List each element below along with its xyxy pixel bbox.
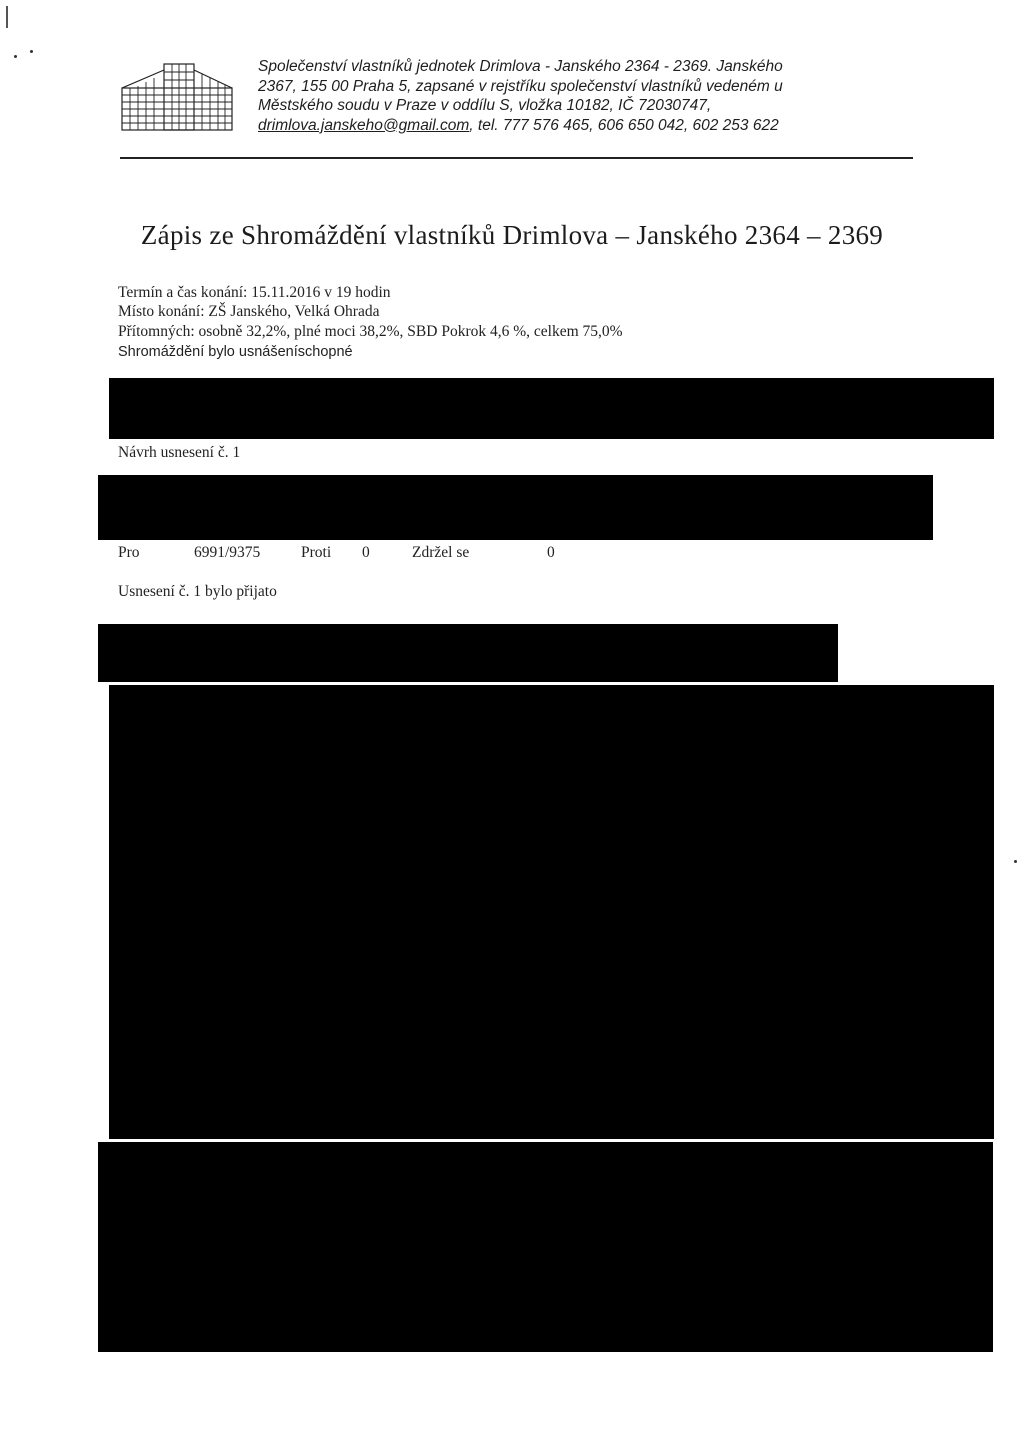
redacted-block xyxy=(98,475,933,540)
scan-speck xyxy=(1014,860,1017,863)
vote-abstain-label: Zdržel se xyxy=(412,544,470,561)
meeting-date: Termín a čas konání: 15.11.2016 v 19 hodin xyxy=(118,284,391,301)
vote-against-value: 0 xyxy=(362,544,370,561)
header-line-1: Společenství vlastníků jednotek Drimlova - Janského 2364 - 2369. Janského xyxy=(258,58,783,75)
header-line-2: 2367, 155 00 Praha 5, zapsané v rejstříku společenství vlastníků vedeném u xyxy=(258,77,783,95)
vote-abstain-value: 0 xyxy=(547,544,555,561)
meeting-place: Místo konání: ZŠ Janského, Velká Ohrada xyxy=(118,303,380,320)
header-divider xyxy=(120,157,913,159)
resolution-1-result: Usnesení č. 1 bylo přijato xyxy=(118,583,277,600)
vote-against-label: Proti xyxy=(301,544,332,561)
header-phones: , tel. 777 576 465, 606 650 042, 602 253 622 xyxy=(469,116,779,134)
association-header xyxy=(258,57,910,135)
redacted-block xyxy=(109,378,994,439)
scan-speck xyxy=(30,50,33,53)
meeting-quorum: Shromáždění bylo usnášeníschopné xyxy=(118,344,353,360)
redacted-block xyxy=(98,1142,993,1352)
vote-for-value: 6991/9375 xyxy=(194,544,261,561)
scan-speck xyxy=(6,6,8,28)
redacted-block xyxy=(109,685,994,1139)
resolution-1-heading: Návrh usnesení č. 1 xyxy=(118,444,241,461)
meeting-attendance: Přítomných: osobně 32,2%, plné moci 38,2%, SBD Pokrok 4,6 %, celkem 75,0% xyxy=(118,323,623,340)
vote-for-label: Pro xyxy=(118,544,140,561)
email-link[interactable]: drimlova.janskeho@gmail.com xyxy=(258,116,470,134)
header-line-4 xyxy=(258,116,910,136)
building-logo xyxy=(112,60,242,132)
scan-speck xyxy=(14,55,17,58)
document-title: Zápis ze Shromáždění vlastníků Drimlova – Janského 2364 – 2369 xyxy=(140,220,884,250)
header-line-3: Městského soudu v Praze v oddílu S, vložka 10182, IČ 72030747, xyxy=(258,97,712,114)
redacted-block xyxy=(98,624,838,682)
